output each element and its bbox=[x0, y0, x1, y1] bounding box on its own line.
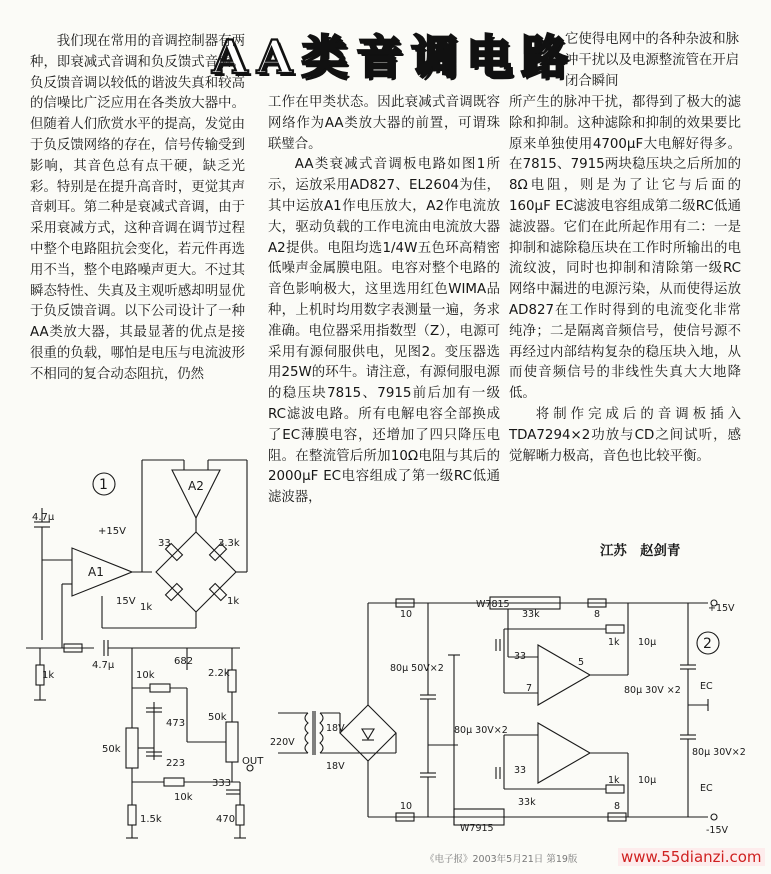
fig2-number: 2 bbox=[703, 636, 712, 652]
fig1-label-c473: 473 bbox=[166, 718, 186, 729]
fig1-label-r2k2: 2.2k bbox=[208, 668, 230, 679]
fig2-label-ec-a: EC bbox=[700, 681, 713, 692]
fig1-label-a2: A2 bbox=[188, 479, 204, 493]
site-watermark: www.55dianzi.com bbox=[618, 848, 765, 866]
fig1-label-v15: 15V bbox=[116, 596, 136, 607]
fig1-label-c-in: 4.7μ bbox=[32, 512, 55, 523]
fig2-label-v220: 220V bbox=[270, 737, 295, 748]
fig2-label-w7815: W7815 bbox=[476, 599, 510, 610]
source-footer: 《电子报》2003年5月21日 第19版 bbox=[425, 854, 578, 865]
fig1-label-out: OUT bbox=[242, 756, 264, 767]
figure-2-power-supply-schematic bbox=[268, 595, 746, 840]
fig2-label-c10u-top: 10μ bbox=[638, 637, 657, 648]
fig2-label-w7915: W7915 bbox=[460, 823, 494, 834]
fig2-label-r33k-top: 33k bbox=[522, 609, 540, 620]
fig1-label-c682: 682 bbox=[174, 656, 194, 667]
fig1-label-r33: 33 bbox=[158, 538, 171, 549]
fig1-label-r1k5: 1.5k bbox=[140, 814, 162, 825]
author-signature: 江苏 赵剑青 bbox=[600, 544, 681, 559]
intro-right-block bbox=[565, 30, 745, 92]
fig2-label-pin7: 7 bbox=[526, 683, 533, 694]
fig1-label-a1: A1 bbox=[88, 565, 104, 579]
body-paragraph-3: 所产生的脉冲干扰，都得到了极大的滤除和抑制。这种滤除和抑制的效果要比原来单独使用4700μF大电解好得多。在7815、7915两块稳压块之后所加的8Ω电阻，则是为了让它与后面的160μF EC滤波电容组成第二级RC低通滤波器。它们在此所起作用有二：一是抑制和滤除稳压块在工作时所输出的电流纹波，同时也抑制和清除第一级RC网络中漏进的电源污染，从而使得运放AD827在工作时得到的电流变化非常纯净；二是隔离音频信号，使信号源不再经过内部结构复杂的稳压块入地，从而使音频信号的非线性失真大大地降低。 bbox=[509, 95, 741, 402]
intro-paragraph: 我们现在常用的音调控制器有两种，即衰减式音调和负反馈式音调。负反馈音调以较低的谐波失真和较高的信噪比广泛应用在各类放大器中。但随着人们欣赏水平的提高，发觉由于负反馈网络的存在，信号传输受到影响，其音色总有点干硬，缺乏光彩。特别是在提升高音时，更觉其声音刺耳。第二种是衰减式音调，由于采用衰减方式，这种音调在调节过程中整个电路阻抗会变化，若元件再选用不当，整个电路噪声更大。不过其瞬态特性、失真及主观听感却明显优于负反馈音调。以下公司设计了一种AA类放大器，其最显著的优点是接很重的负载，哪怕是电压与电流波形不相同的复合动态阻抗，仍然 bbox=[30, 34, 245, 382]
fig2-label-c80u-a: 80μ 50V×2 bbox=[390, 663, 444, 674]
article-title: AA类音调电路 bbox=[212, 30, 577, 84]
body-paragraph-2: AA类衰减式音调板电路如图1所示，运放采用AD827、EL2604为佳，其中运放A1作电压放大，A2作电流放大，驱动负载的工作电流由电流放大器A2提供。电阻均选1/4W五色环高精密低噪声金属膜电阻。电容对整个电路的音色影响极大，这里选用红色WIMA品种，上机时均用数字表测量一遍，务求准确。电位器采用指数型（Z），电源可采用有源伺服供电，见图2。变压器选用25W的环牛。请注意，有源伺服电源的稳压块7815、7915前后加有一级RC滤波电路。所有电解电容全部换成了EC薄膜电容，还增加了四只降压电阻。在整流管后所加10Ω电阻与其后的2000μF EC电容组成了第一级RC低通滤波器， bbox=[268, 157, 500, 506]
fig1-label-pot50k-a: 50k bbox=[102, 744, 121, 755]
fig2-label-r33k-bot: 33k bbox=[518, 797, 536, 808]
fig1-label-pot50k-b: 50k bbox=[208, 712, 227, 723]
body-right-column bbox=[509, 93, 741, 467]
intro-left-column bbox=[30, 32, 245, 386]
figure-1-tone-control-schematic bbox=[12, 460, 262, 845]
fig2-label-r8-top: 8 bbox=[594, 609, 601, 620]
body-middle-column bbox=[268, 93, 500, 509]
intro-right-text: 它使得电网中的各种杂波和脉冲干扰以及电源整流管在开启闭合瞬间 bbox=[565, 32, 740, 89]
fig1-label-c333: 333 bbox=[212, 778, 232, 789]
fig2-label-pin5: 5 bbox=[578, 657, 585, 668]
body-paragraph-4: 将制作完成后的音调板插入TDA7294×2功放与CD之间试听，感觉解晰力极高，音色也比较平衡。 bbox=[509, 406, 741, 464]
fig1-label-c223: 223 bbox=[166, 758, 186, 769]
fig2-label-r1k-top: 1k bbox=[608, 637, 620, 648]
fig2-label-c80u-c: 80μ 30V ×2 bbox=[624, 685, 681, 696]
fig1-number: 1 bbox=[99, 477, 108, 493]
fig2-label-v18-b: 18V bbox=[326, 761, 345, 772]
fig2-label-c80u-d: 80μ 30V×2 bbox=[692, 747, 746, 758]
fig1-label-r33k: 3.3k bbox=[218, 538, 240, 549]
fig2-label-c10u-bot: 10μ bbox=[638, 775, 657, 786]
fig1-label-r470: 470 bbox=[216, 814, 236, 825]
fig1-label-c4u7: 4.7μ bbox=[92, 660, 115, 671]
fig1-label-vcc: +15V bbox=[98, 526, 126, 537]
body-paragraph-1: 工作在甲类状态。因此衰减式音调既容网络作为AA类放大器的前置，可谓珠联璧合。 bbox=[268, 95, 500, 152]
fig1-label-r10k-a: 10k bbox=[136, 670, 155, 681]
fig2-label-vpos: +15V bbox=[708, 603, 735, 614]
fig2-label-r33-bot: 33 bbox=[514, 765, 527, 776]
fig1-label-r1k-in: 1k bbox=[42, 670, 55, 681]
fig1-label-r10k-b: 10k bbox=[174, 792, 193, 803]
fig2-label-r33-top: 33 bbox=[514, 651, 527, 662]
fig2-label-v18-a: 18V bbox=[326, 723, 345, 734]
fig1-label-r1k-a1: 1k bbox=[140, 602, 153, 613]
fig1-label-r1k-bridge: 1k bbox=[227, 596, 240, 607]
fig2-label-c80u-b: 80μ 30V×2 bbox=[454, 725, 508, 736]
fig2-label-r8-bot: 8 bbox=[614, 801, 621, 812]
fig2-label-r1k-bot: 1k bbox=[608, 775, 620, 786]
fig2-label-r10-bot: 10 bbox=[400, 801, 413, 812]
fig2-label-r10-top: 10 bbox=[400, 609, 413, 620]
fig2-label-vneg: -15V bbox=[706, 825, 729, 836]
fig2-label-ec-b: EC bbox=[700, 783, 713, 794]
